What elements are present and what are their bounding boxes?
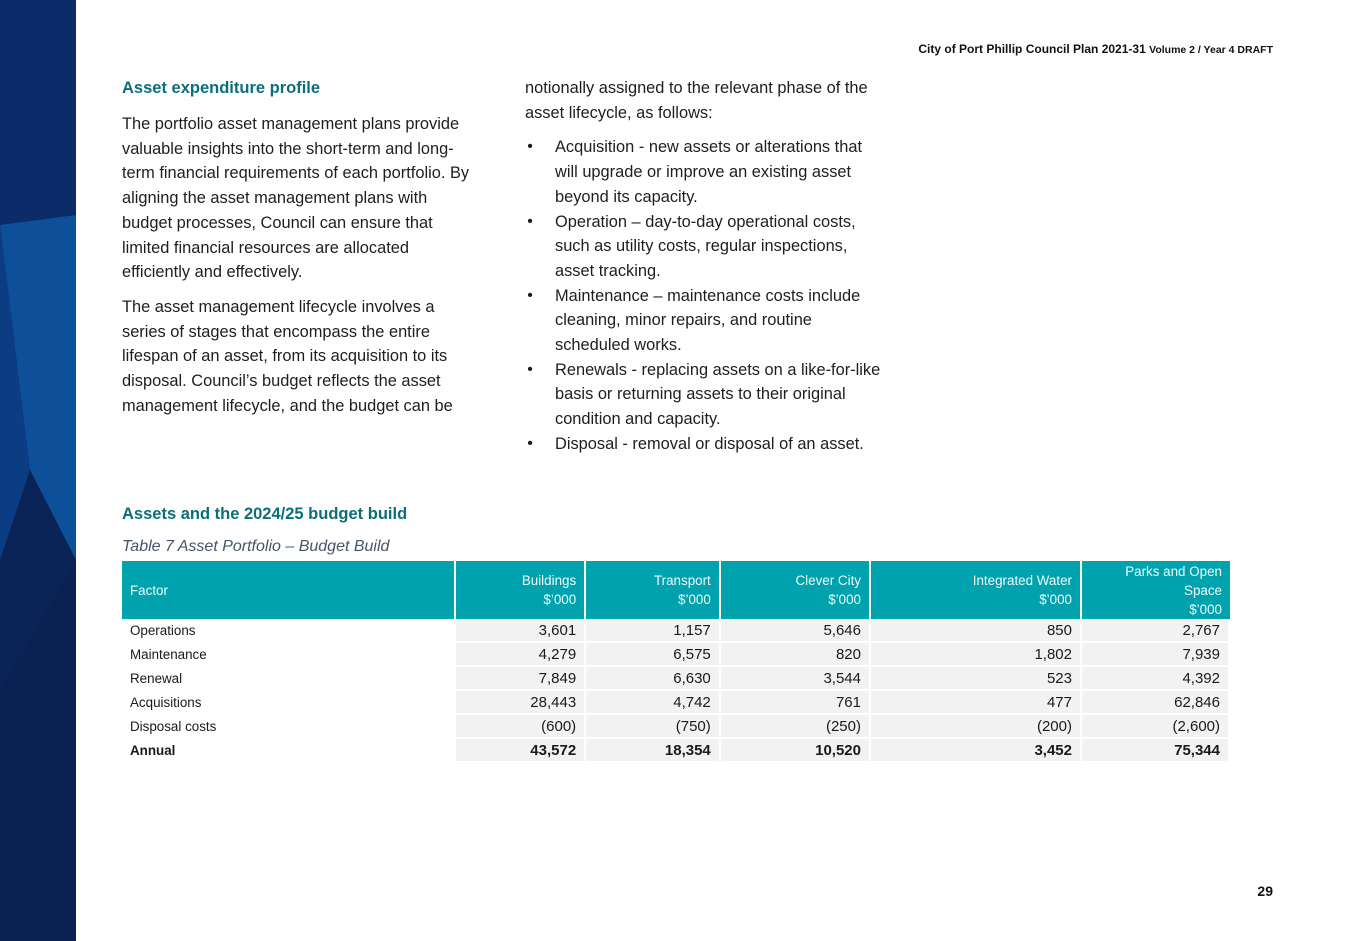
column-header-label: Factor <box>130 582 168 598</box>
table-cell-total: 18,354 <box>586 739 721 763</box>
table-total-row <box>122 739 1230 763</box>
table-cell: 4,392 <box>1082 667 1230 691</box>
column-header-factor <box>122 561 456 619</box>
table-cell: 850 <box>871 619 1082 643</box>
lifecycle-bullet-list <box>525 135 885 456</box>
column-header-clever-city <box>721 561 871 619</box>
bullet-disposal <box>525 432 885 457</box>
table-cell: 62,846 <box>1082 691 1230 715</box>
column-header-label: Clever City <box>795 573 861 588</box>
section-heading-asset-expenditure: Asset expenditure profile <box>122 79 321 97</box>
table-row <box>122 667 1230 691</box>
bullet-dot-icon: • <box>527 212 533 230</box>
decorative-sidebar <box>0 0 76 941</box>
paragraph-portfolio-plans: The portfolio asset management plans provide valuable insights into the short-term and long-term financial requirements of each portfolio. By aligning the asset management plans with budget processes, Council can ensure that limited financial resources are allocated efficiently and effectively. <box>122 115 470 282</box>
column-header-label: Integrated Water <box>972 573 1072 588</box>
bullet-renewals <box>525 358 885 432</box>
table-cell: 5,646 <box>721 619 871 643</box>
column-header-label: Buildings <box>521 573 577 588</box>
column-header-label: Transport <box>653 573 711 588</box>
bullet-text: Disposal - removal or disposal of an asset. <box>555 434 864 453</box>
left-column <box>122 76 472 418</box>
column-header-unit: $’000 <box>1189 601 1222 617</box>
column-header-integrated-water <box>871 561 1082 619</box>
table-row <box>122 619 1230 643</box>
table-row <box>122 715 1230 739</box>
table-cell: (200) <box>871 715 1082 739</box>
column-header-unit: $’000 <box>678 592 711 607</box>
bullet-operation <box>525 210 885 284</box>
table-caption: Table 7 Asset Portfolio – Budget Build <box>122 538 390 555</box>
bullet-maintenance <box>525 284 885 358</box>
row-label-renewal: Renewal <box>122 667 456 691</box>
table-cell: 2,767 <box>1082 619 1230 643</box>
table-cell: 28,443 <box>456 691 586 715</box>
page-number: 29 <box>1257 883 1273 899</box>
bullet-text: Maintenance – maintenance costs include cleaning, minor repairs, and routine scheduled works. <box>555 286 861 355</box>
section-heading-budget-build: Assets and the 2024/25 budget build <box>122 505 408 523</box>
column-header-unit: $’000 <box>543 592 577 607</box>
column-header-label: Parks and Open Space <box>1125 563 1222 598</box>
table-cell: 4,279 <box>456 643 586 667</box>
bullet-dot-icon: • <box>527 138 533 156</box>
paragraph-lifecycle: The asset management lifecycle involves a series of stages that encompass the entire lifespan of an asset, from its acquisition to its disposal. Council’s budget reflects the asset management lifecycle, and the budget can be <box>122 297 453 415</box>
table-cell: 7,849 <box>456 667 586 691</box>
sidebar-graphic <box>0 0 76 941</box>
bullet-dot-icon: • <box>527 360 533 378</box>
bullet-text: Acquisition - new assets or alterations that will upgrade or improve an existing asset beyond its capacity. <box>555 138 863 206</box>
table-cell-total: 75,344 <box>1082 739 1230 763</box>
paragraph-lifecycle-continued: notionally assigned to the relevant phase of the asset lifecycle, as follows: <box>525 79 868 122</box>
row-label-operations: Operations <box>122 619 456 643</box>
table-cell: (2,600) <box>1082 715 1230 739</box>
column-header-unit: $’000 <box>1039 592 1072 607</box>
table-cell: 3,601 <box>456 619 586 643</box>
document-header <box>918 42 1273 56</box>
column-header-unit: $’000 <box>828 592 861 607</box>
table-cell-total: 10,520 <box>721 739 871 763</box>
column-header-transport <box>586 561 721 619</box>
bullet-text: Renewals - replacing assets on a like-for-like basis or returning assets to their original condition and capacity. <box>555 360 881 429</box>
table-cell: 3,544 <box>721 667 871 691</box>
column-header-buildings <box>456 561 586 619</box>
table-cell: 7,939 <box>1082 643 1230 667</box>
table-cell: 820 <box>721 643 871 667</box>
table-cell: 6,630 <box>586 667 721 691</box>
row-label-acquisitions: Acquisitions <box>122 691 456 715</box>
asset-portfolio-table <box>122 561 1230 763</box>
row-label-annual: Annual <box>122 739 456 763</box>
table-cell-total: 3,452 <box>871 739 1082 763</box>
right-column <box>525 76 885 457</box>
table-cell: 6,575 <box>586 643 721 667</box>
table-cell: (600) <box>456 715 586 739</box>
document-title: City of Port Phillip Council Plan 2021-31 <box>918 42 1146 56</box>
table-row <box>122 643 1230 667</box>
table-row <box>122 691 1230 715</box>
table-cell: 523 <box>871 667 1082 691</box>
table-cell: 761 <box>721 691 871 715</box>
row-label-maintenance: Maintenance <box>122 643 456 667</box>
column-header-parks-open-space <box>1082 561 1230 619</box>
bullet-dot-icon: • <box>527 286 533 304</box>
document-subtitle: Volume 2 / Year 4 DRAFT <box>1149 44 1273 56</box>
bullet-dot-icon: • <box>527 434 533 452</box>
table-cell: (750) <box>586 715 721 739</box>
table-cell: 4,742 <box>586 691 721 715</box>
table-header-row <box>122 561 1230 619</box>
table-cell: 1,157 <box>586 619 721 643</box>
table-cell-total: 43,572 <box>456 739 586 763</box>
bullet-acquisition <box>525 135 885 209</box>
table-cell: 477 <box>871 691 1082 715</box>
table-cell: 1,802 <box>871 643 1082 667</box>
bullet-text: Operation – day-to-day operational costs, such as utility costs, regular inspections, asset tracking. <box>555 212 856 280</box>
row-label-disposal-costs: Disposal costs <box>122 715 456 739</box>
table-cell: (250) <box>721 715 871 739</box>
